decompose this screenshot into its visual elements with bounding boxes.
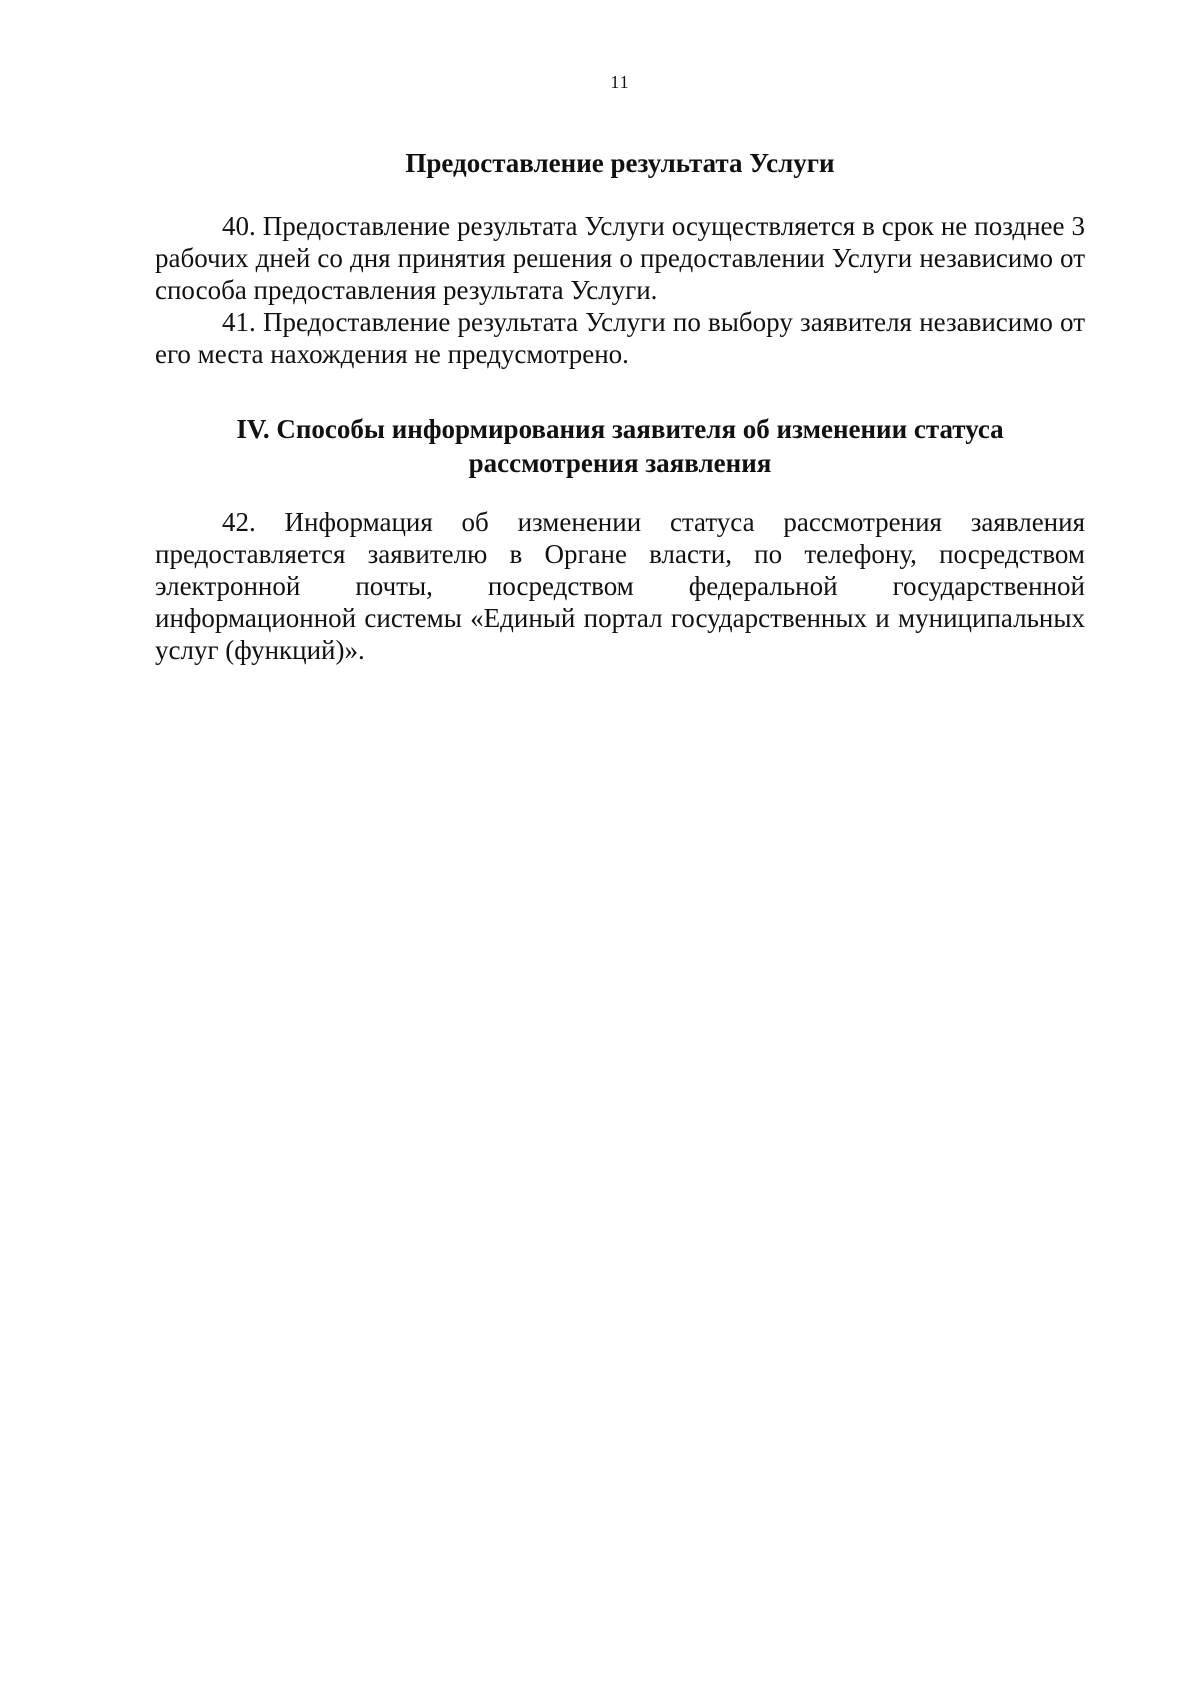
- heading-line-2: рассмотрения заявления: [468, 448, 772, 478]
- page-number: 11: [610, 72, 630, 92]
- section-heading-informing: [155, 412, 1085, 480]
- heading-text: Предоставление результата Услуги: [405, 148, 835, 178]
- paragraph-42: 42. Информация об изменении статуса рассмотрения заявления предоставляется заявителю в Органе власти, по телефону, посредством электронной почты, посредством федеральной государственной информационной системы «Единый портал государственных и муниципальных услуг (функций)».: [155, 507, 1085, 665]
- heading-line-1: IV. Способы информирования заявителя об изменении статуса: [236, 414, 1004, 444]
- paragraph-40: 40. Предоставление результата Услуги осуществляется в срок не позднее 3 рабочих дней со дня принятия решения о предоставлении Услуги независимо от способа предоставления результата Услуги.: [155, 211, 1085, 305]
- section-body-result: [155, 210, 1085, 370]
- paragraph-41: 41. Предоставление результата Услуги по выбору заявителя независимо от его места нахождения не предусмотрено.: [155, 307, 1085, 369]
- section-heading-result: [155, 146, 1085, 180]
- section-body-informing: [155, 506, 1085, 666]
